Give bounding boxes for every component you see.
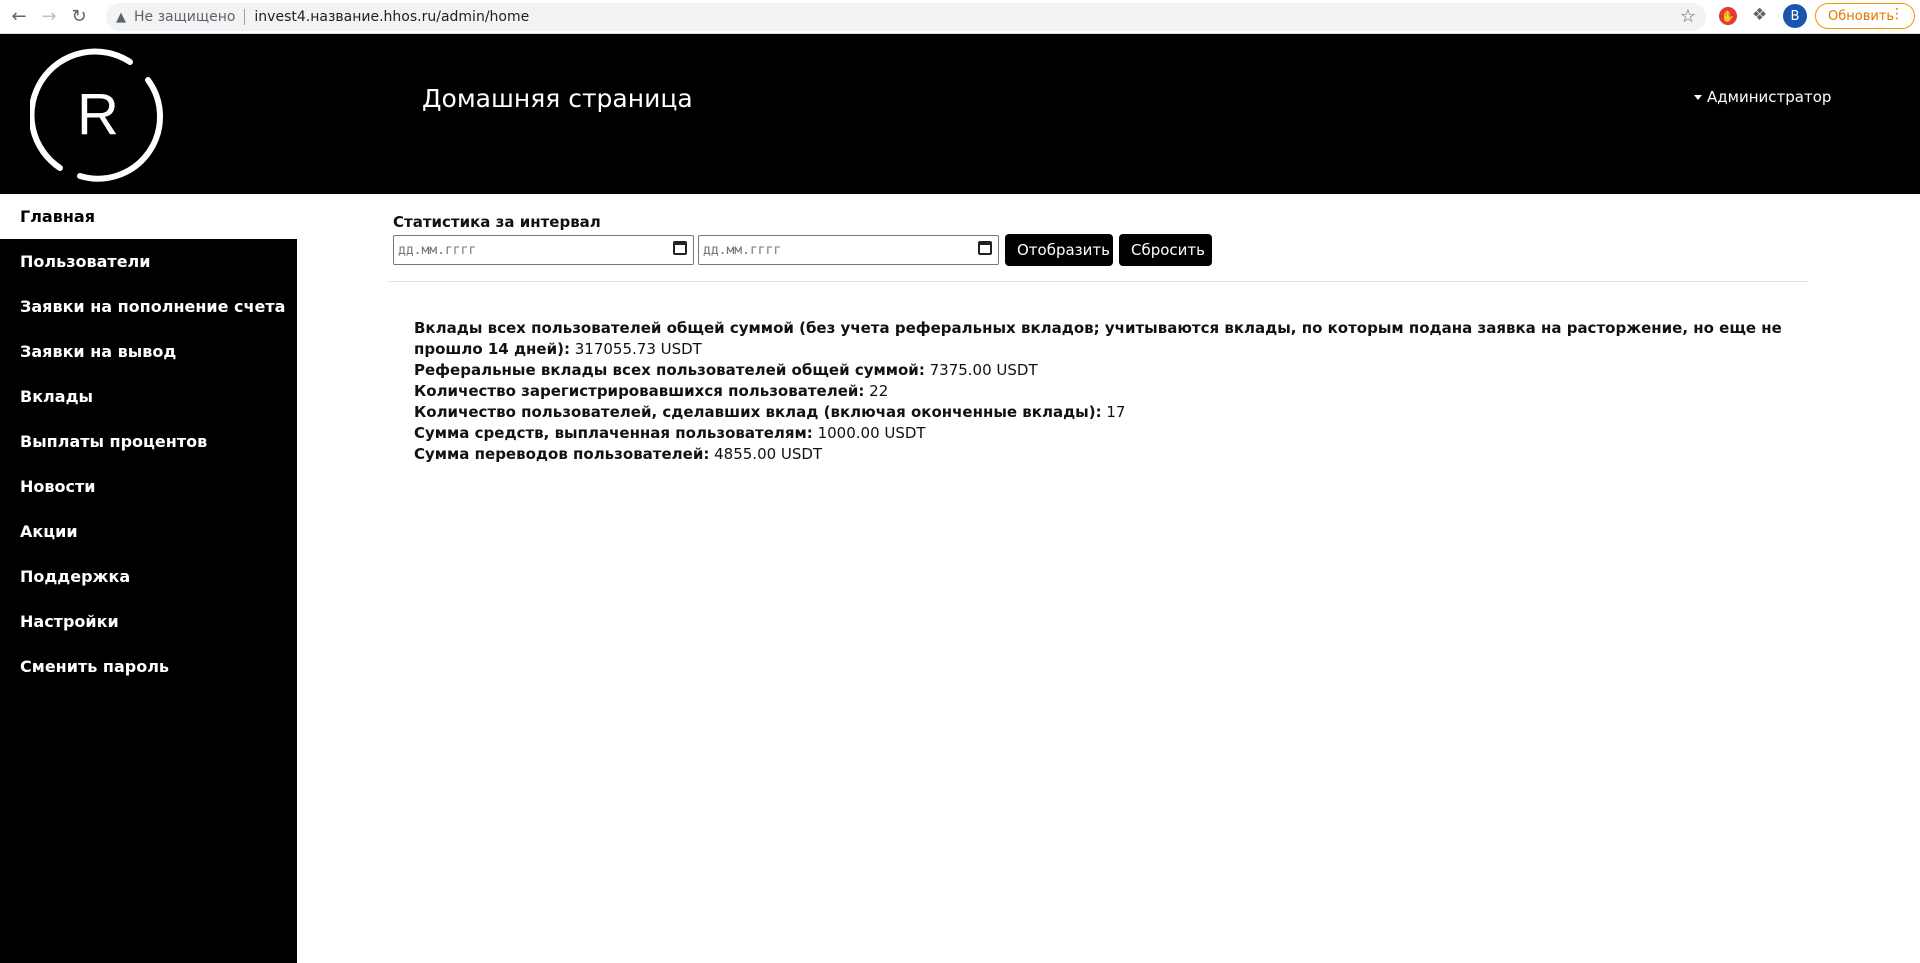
sidebar-item-news[interactable]: Новости [20,477,96,496]
sidebar-item-promotions[interactable]: Акции [20,522,78,541]
calendar-icon[interactable] [673,241,687,255]
forward-icon[interactable]: → [41,6,57,27]
url-separator [244,9,245,25]
update-label: Обновить [1828,8,1895,24]
stat-value: 7375.00 USDT [929,361,1038,379]
svg-text:R: R [77,82,119,147]
show-button[interactable]: Отобразить [1005,234,1113,266]
stat-row-paid-out [414,423,1794,444]
reload-icon[interactable]: ↻ [71,6,87,27]
sidebar-item-withdraw-requests[interactable]: Заявки на вывод [20,342,177,361]
reset-button[interactable]: Сбросить [1119,234,1212,266]
stat-row-registered-users [414,381,1794,402]
security-label[interactable]: Не защищено [134,9,236,25]
stat-label: Количество зарегистрировавшихся пользователей: [414,382,865,400]
back-icon[interactable]: ← [11,6,27,27]
sidebar [0,194,297,963]
date-to-input[interactable] [698,235,999,265]
admin-dropdown[interactable] [1694,88,1831,106]
sidebar-item-change-password[interactable]: Сменить пароль [20,657,170,676]
stat-label: Сумма переводов пользователей: [414,445,710,463]
sidebar-item-settings[interactable]: Настройки [20,612,119,631]
stat-row-referral-deposits [414,360,1794,381]
extension-stop-icon[interactable]: ✋ [1719,7,1737,25]
sidebar-item-users[interactable]: Пользователи [20,252,151,271]
stat-row-transfers [414,444,1794,465]
address-bar[interactable] [106,3,1706,31]
url-text[interactable]: invest4.название.hhos.ru/admin/home [254,9,530,25]
divider [388,281,1809,282]
browser-update-button[interactable] [1815,3,1915,29]
browser-toolbar [0,0,1920,34]
stat-value: 22 [869,382,889,400]
stat-value: 4855.00 USDT [714,445,823,463]
profile-avatar[interactable]: B [1783,4,1807,28]
date-from-input[interactable] [393,235,694,265]
sidebar-item-support[interactable]: Поддержка [20,567,131,586]
caret-down-icon [1694,95,1702,100]
more-menu-icon[interactable]: ⋮ [1890,6,1904,22]
stat-value: 17 [1106,403,1126,421]
stats-block [414,318,1794,465]
bookmark-star-icon[interactable]: ☆ [1679,6,1696,27]
logo-icon[interactable] [30,48,166,184]
stat-value: 1000.00 USDT [817,424,926,442]
site-header [0,34,1920,194]
stat-row-depositing-users [414,402,1794,423]
extensions-puzzle-icon[interactable]: ❖ [1752,5,1768,25]
sidebar-item-interest-payments[interactable]: Выплаты процентов [20,432,208,451]
sidebar-item-deposits[interactable]: Вклады [20,387,93,406]
stat-label: Сумма средств, выплаченная пользователям: [414,424,813,442]
sidebar-item-home[interactable]: Главная [0,194,297,239]
sidebar-item-deposit-requests[interactable]: Заявки на пополнение счета [20,297,286,316]
interval-title: Статистика за интервал [393,213,601,231]
stat-value: 317055.73 USDT [574,340,702,358]
stat-label: Количество пользователей, сделавших вклад (включая оконченные вклады): [414,403,1102,421]
page-title: Домашняя страница [422,84,693,113]
stat-label: Реферальные вклады всех пользователей общей суммой: [414,361,925,379]
stat-row-total-deposits [414,318,1794,360]
warning-icon[interactable]: ▲ [116,9,126,25]
stat-label: Вклады всех пользователей общей суммой (без учета реферальных вкладов; учитываются вклады, по которым подана заявка на расторжение, но еще не прошло 14 дней): [414,319,1782,358]
calendar-icon[interactable] [978,241,992,255]
admin-label: Администратор [1707,88,1832,106]
